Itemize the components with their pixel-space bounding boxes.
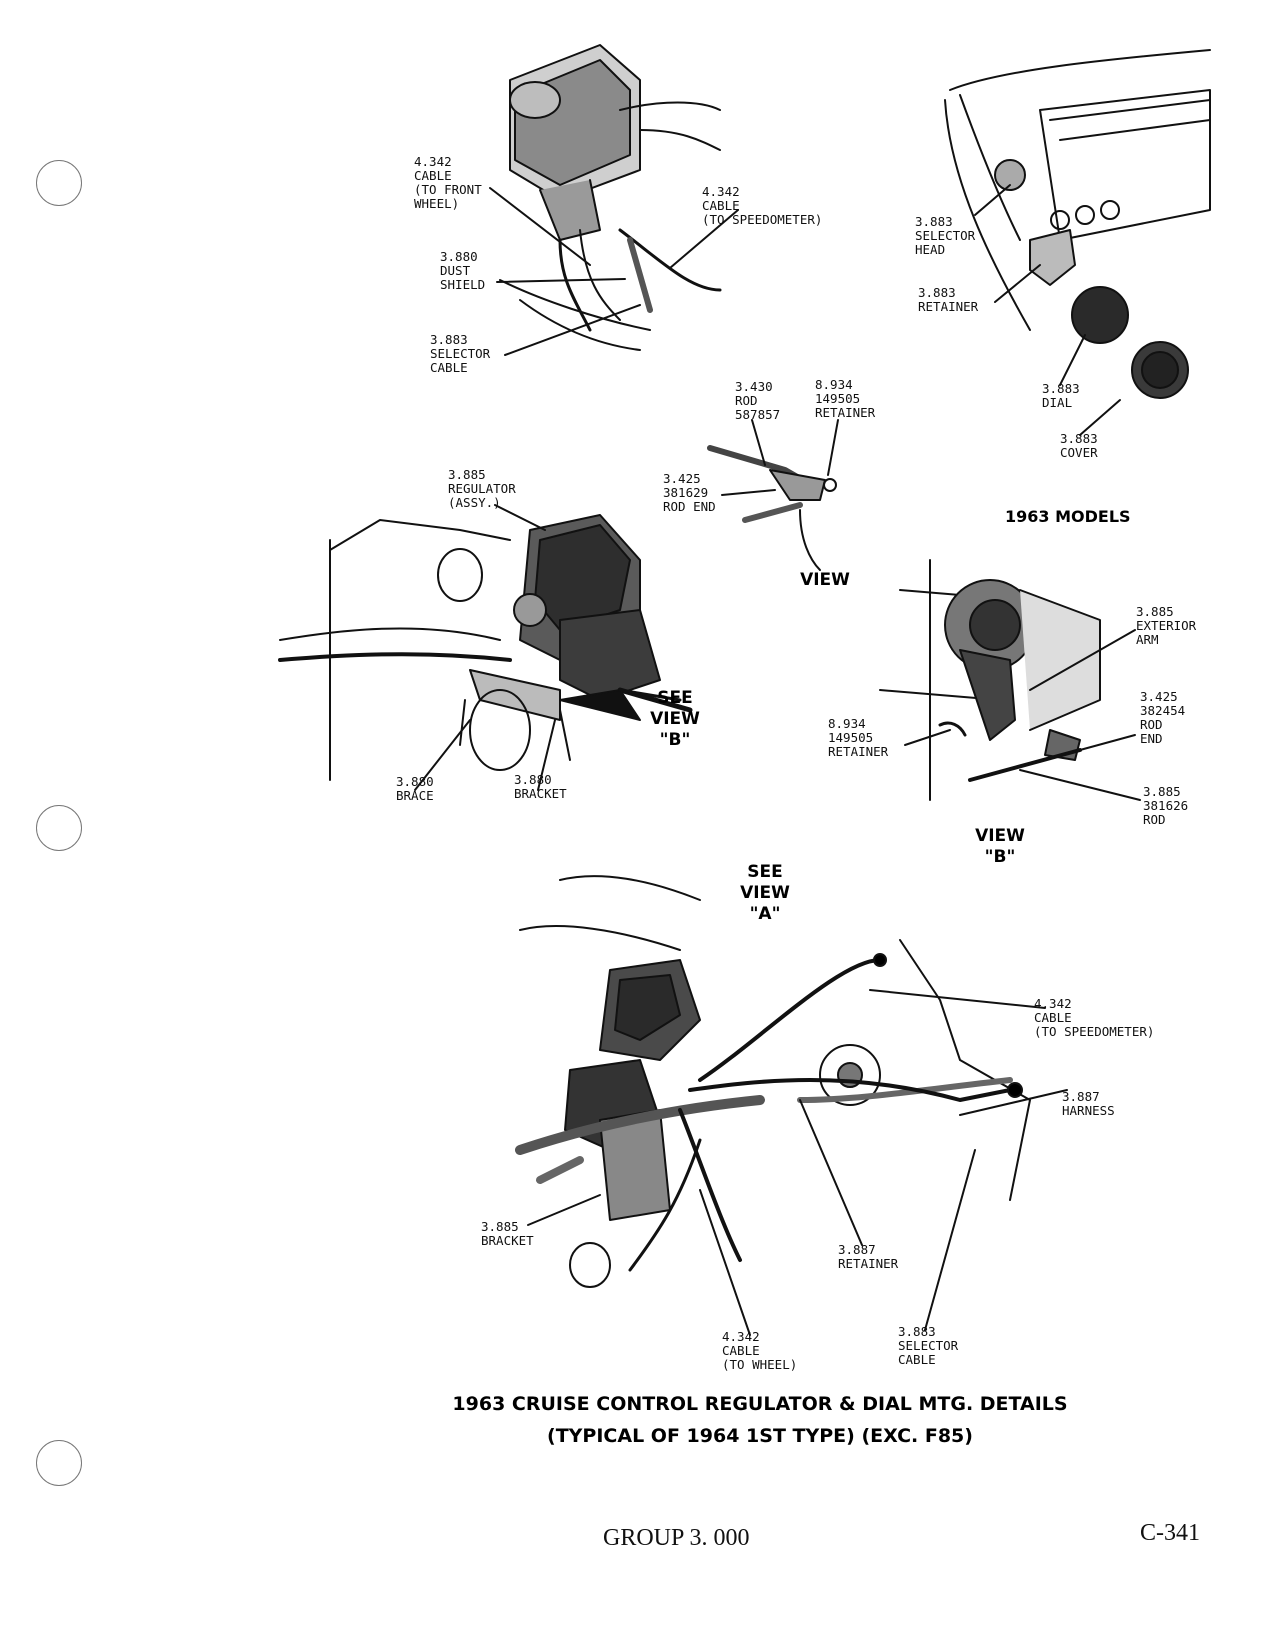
figure-caption-line1: 1963 CRUISE CONTROL REGULATOR & DIAL MTG. DETAILS [452, 1393, 1068, 1415]
label-selector-head: 3.883 SELECTOR HEAD [915, 214, 976, 257]
dash-dial-drawing [945, 50, 1210, 398]
label-dial: 3.883 DIAL [1042, 381, 1080, 410]
label-rod-381626: 3.885 381626 ROD [1143, 784, 1189, 827]
see-view-b-callout: SEE VIEW "B" [650, 688, 700, 750]
binder-hole-top [36, 160, 82, 206]
label-brace: 3.880 BRACE [396, 774, 434, 803]
label-rod-587857: 3.430 ROD 587857 [735, 379, 781, 422]
binder-hole-bottom [36, 1440, 82, 1486]
label-dust-shield: 3.880 DUST SHIELD [440, 249, 486, 292]
label-regulator-assy: 3.885 REGULATOR (ASSY.) [448, 467, 516, 510]
label-retainer-149505-top: 8.934 149505 RETAINER [815, 377, 876, 420]
label-rod-end-381629: 3.425 381629 ROD END [663, 471, 716, 514]
footer-group: GROUP 3. 000 [603, 1525, 750, 1551]
label-retainer-149505-b: 8.934 149505 RETAINER [828, 716, 889, 759]
label-retainer-3887: 3.887 RETAINER [838, 1242, 899, 1271]
label-bracket-mid: 3.880 BRACKET [514, 772, 567, 801]
label-cable-speedometer-top: 4.342 CABLE (TO SPEEDOMETER) [702, 184, 823, 227]
label-cover: 3.883 COVER [1060, 431, 1098, 460]
label-cable-front-wheel: 4.342 CABLE (TO FRONT WHEEL) [414, 154, 482, 211]
regulator-mounting-drawing [280, 515, 690, 780]
top-regulator-drawing [500, 45, 720, 350]
view-b-drawing [880, 560, 1100, 800]
see-view-a-callout: SEE VIEW "A" [740, 862, 790, 924]
label-cable-speedometer-bottom: 4.342 CABLE (TO SPEEDOMETER) [1034, 996, 1155, 1039]
label-exterior-arm: 3.885 EXTERIOR ARM [1136, 604, 1197, 647]
view-a-rod-drawing [710, 448, 836, 570]
label-cable-wheel-bottom: 4.342 CABLE (TO WHEEL) [722, 1329, 798, 1372]
view-a-heading: VIEW [800, 570, 850, 590]
label-selector-cable-bottom: 3.883 SELECTOR CABLE [898, 1324, 959, 1367]
label-rod-end-382454: 3.425 382454 ROD END [1140, 689, 1186, 746]
footer-page-number: C-341 [1140, 1520, 1200, 1546]
models-label: 1963 MODELS [1005, 507, 1131, 526]
view-b-heading: VIEW "B" [975, 826, 1025, 867]
label-harness: 3.887 HARNESS [1062, 1089, 1115, 1118]
binder-hole-middle [36, 805, 82, 851]
label-selector-cable-top: 3.883 SELECTOR CABLE [430, 332, 491, 375]
figure-caption-line2: (TYPICAL OF 1964 1ST TYPE) (EXC. F85) [547, 1425, 973, 1447]
label-bracket-bottom: 3.885 BRACKET [481, 1219, 534, 1248]
label-retainer-dial: 3.883 RETAINER [918, 285, 979, 314]
